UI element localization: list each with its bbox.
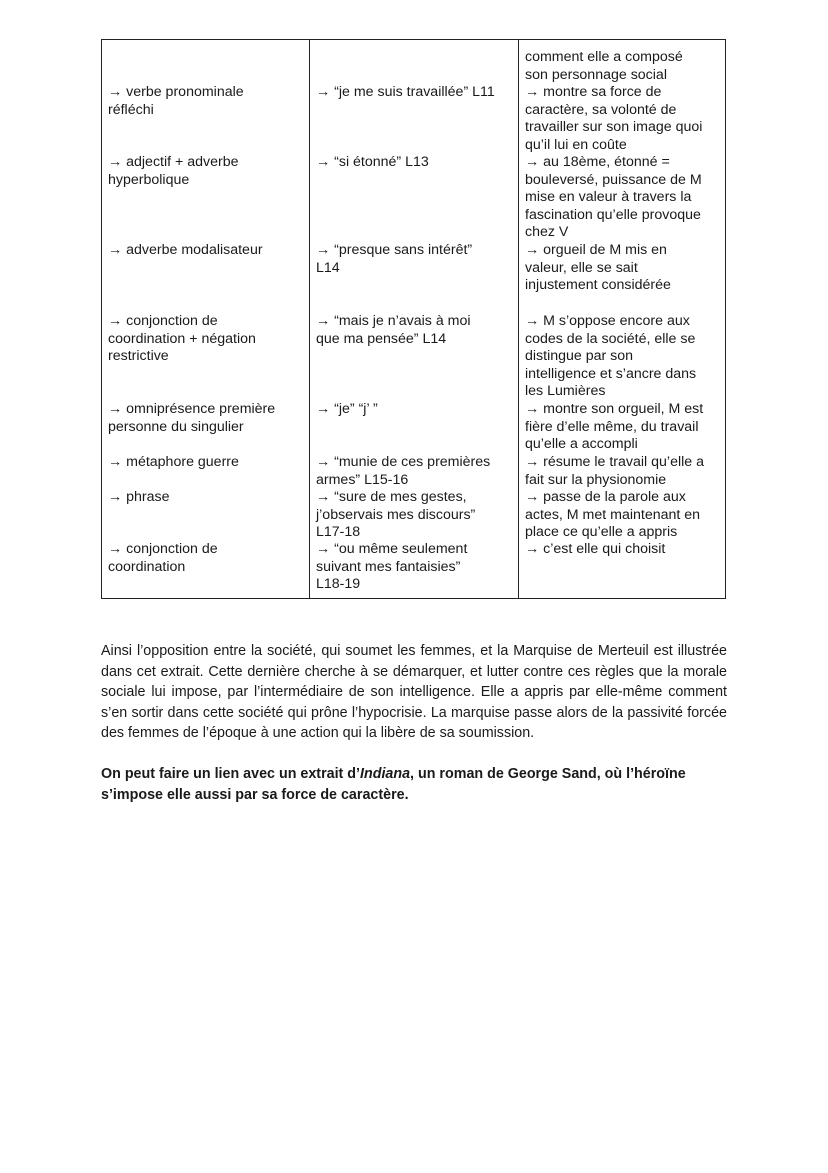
book-title: Indiana (360, 766, 411, 782)
figure-cell: → phrase (108, 489, 170, 505)
figure-cell: → adjectif + adverbe hyperbolique (108, 154, 239, 188)
link-text-after: , un roman de George Sand, où l’héroïne s’impose elle aussi par sa force de caractère. (101, 766, 686, 803)
link-text-before: On peut faire un lien avec un extrait d’ (101, 766, 360, 782)
interpretation-cell: → passe de la parole aux actes, M met maintenant en place ce qu’elle a appris (525, 489, 701, 541)
interpretation-cell: → orgueil de M mis en valeur, elle se sait injustement considérée (525, 242, 671, 294)
text-link-paragraph (101, 764, 727, 805)
citation-cell: → “je” “j’ ” (316, 401, 378, 417)
column-divider (309, 40, 310, 598)
citation-cell: → “munie de ces premières armes” L15-16 (316, 454, 491, 488)
column-divider (518, 40, 519, 598)
interpretation-cell: → montre son orgueil, M est fière d’elle même, du travail qu’elle a accompli (525, 401, 704, 453)
interpretation-continued: comment elle a composé son personnage social (525, 49, 683, 83)
figure-cell: → adverbe modalisateur (108, 242, 263, 258)
citation-cell: → “si étonné” L13 (316, 154, 429, 170)
figure-cell: → verbe pronominale réfléchi (108, 84, 244, 118)
interpretation-cell: → M s’oppose encore aux codes de la société, elle se distingue par son intelligence et s’ancre dans les Lumières (525, 313, 697, 400)
figure-cell: → métaphore guerre (108, 454, 239, 470)
figure-cell: → conjonction de coordination (108, 541, 218, 575)
figure-cell: → omniprésence première personne du singulier (108, 401, 276, 435)
analysis-table (101, 39, 726, 599)
interpretation-cell: → au 18ème, étonné = bouleversé, puissance de M mise en valeur à travers la fascination qu’elle provoque chez V (525, 154, 702, 241)
interpretation-cell: → résume le travail qu’elle a fait sur la physionomie (525, 454, 704, 488)
citation-cell: → “presque sans intérêt” L14 (316, 242, 473, 276)
citation-cell: → “mais je n’avais à moi que ma pensée” L14 (316, 313, 471, 347)
figure-cell: → conjonction de coordination + négation restrictive (108, 313, 256, 365)
citation-cell: → “sure de mes gestes, j’observais mes discours” L17-18 (316, 489, 476, 541)
interpretation-cell: → montre sa force de caractère, sa volonté de travailler sur son image quoi qu’il lui en coûte (525, 84, 703, 153)
citation-cell: → “je me suis travaillée” L11 (316, 84, 495, 100)
conclusion-paragraph: Ainsi l’opposition entre la société, qui soumet les femmes, et la Marquise de Merteuil est illustrée dans cet extrait. Cette dernière cherche à se démarquer, et lutter contre ces règles que la morale sociale lui impose, par l’intermédiaire de son intelligence. Elle a appris par elle-même comment s’en sortir dans cette société qui prône l’hypocrisie. La marquise passe alors de la passivité forcée des femmes de l’époque à une action qui la libère de sa soumission. (101, 643, 727, 742)
citation-cell: → “ou même seulement suivant mes fantaisies” L18-19 (316, 541, 468, 593)
interpretation-cell: → c’est elle qui choisit (525, 541, 666, 557)
